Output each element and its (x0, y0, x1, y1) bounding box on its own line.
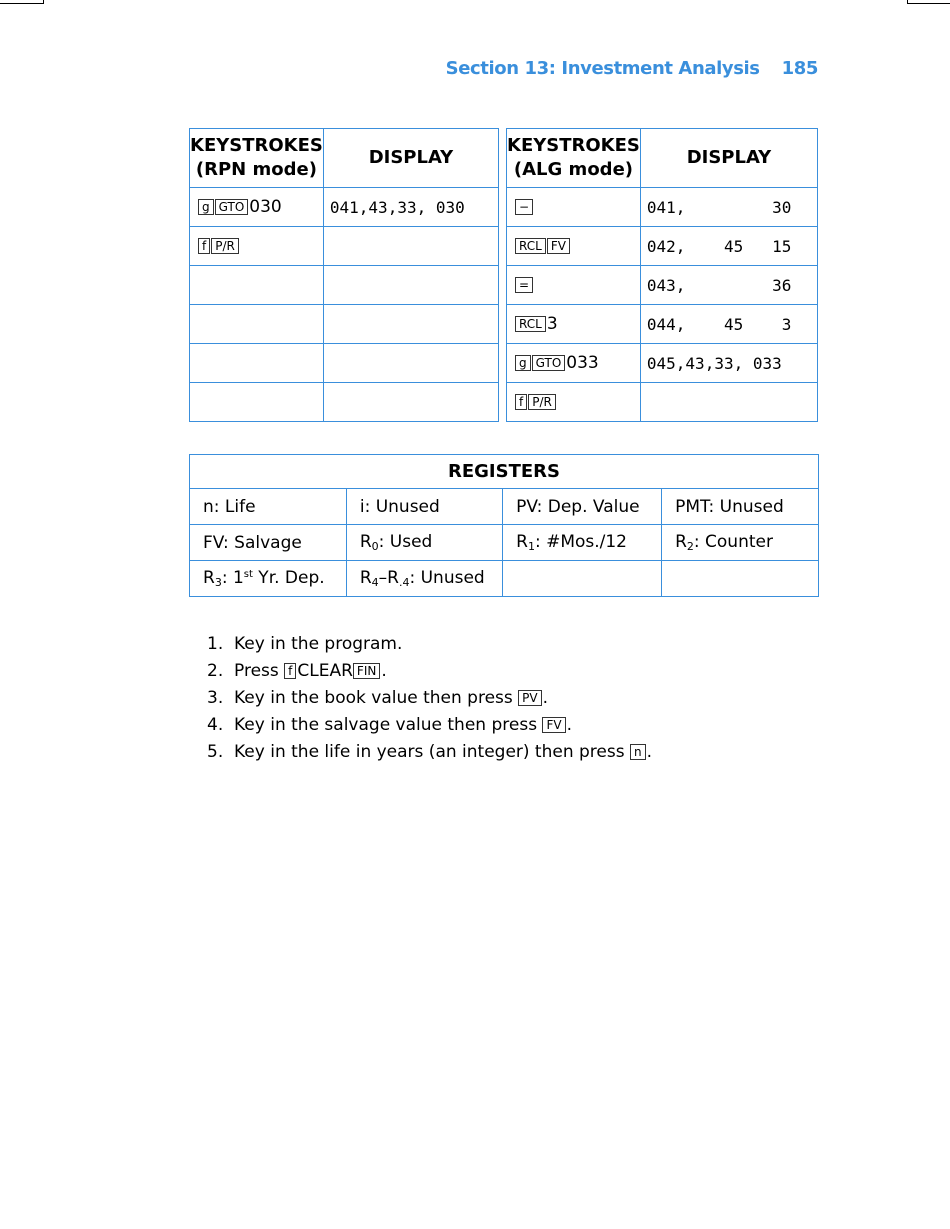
keystroke-row (190, 266, 499, 305)
rpn-display-header: DISPLAY (323, 129, 498, 188)
register-r2: $R_2$: Counter (662, 525, 819, 561)
register-r4: $R_4-R_{.4}$: Unused (346, 561, 502, 597)
display-cell (323, 266, 498, 305)
step-number: 3. (207, 688, 224, 708)
step-text: . (381, 661, 387, 681)
keystroke-row (507, 227, 818, 266)
key-pr-icon: P/R (211, 238, 239, 254)
display-cell (323, 227, 498, 266)
key-pr-icon: P/R (528, 394, 556, 410)
register-pv: PV: Dep. Value (503, 489, 662, 525)
keystroke-row (507, 266, 818, 305)
display-cell: 042, 45 15 (640, 227, 817, 266)
display-cell: 044, 45 3 (640, 305, 817, 344)
keystroke-cell (507, 344, 641, 383)
display-cell (323, 383, 498, 422)
step-text: Key in the salvage value then press (234, 715, 543, 735)
register-n: n: Life (190, 489, 347, 525)
display-cell (640, 383, 817, 422)
key-rcl-icon: RCL (515, 238, 546, 254)
step-text: Key in the life in years (an integer) then press (234, 742, 630, 762)
register-empty (503, 561, 662, 597)
key-op-icon: = (515, 277, 533, 293)
key-fv-icon: FV (542, 717, 565, 733)
register-r1: $R_1$: #Mos./12 (503, 525, 662, 561)
key-op-icon: − (515, 199, 533, 215)
display-cell (323, 305, 498, 344)
step-item (207, 633, 652, 660)
alg-keystroke-table (506, 128, 818, 422)
keystroke-cell (190, 344, 324, 383)
rpn-keystroke-table (189, 128, 499, 422)
display-cell: 045,43,33, 033 (640, 344, 817, 383)
display-cell (323, 344, 498, 383)
keystroke-row (507, 344, 818, 383)
keystroke-cell (190, 266, 324, 305)
register-i: i: Unused (346, 489, 502, 525)
keystroke-cell (190, 227, 324, 266)
step-text: Press (234, 661, 285, 681)
instruction-steps (207, 633, 652, 768)
keystroke-row (190, 188, 499, 227)
step-text: Key in the program. (234, 634, 403, 654)
keystroke-cell (190, 305, 324, 344)
keystroke-row (190, 344, 499, 383)
keystroke-cell (507, 266, 641, 305)
register-r3: $R_3$: 1st Yr. Dep. (190, 561, 347, 597)
registers-table (189, 454, 819, 597)
keystroke-row (190, 383, 499, 422)
key-gto-icon: GTO (532, 355, 566, 371)
registers-title: REGISTERS (190, 455, 819, 489)
step-text: Key in the book value then press (234, 688, 519, 708)
step-text: . (566, 715, 572, 735)
display-cell: 041, 30 (640, 188, 817, 227)
key-rcl-icon: RCL (515, 316, 546, 332)
rpn-rows (190, 188, 499, 422)
alg-rows (507, 188, 818, 422)
step-item (207, 714, 652, 741)
key-g-icon: g (198, 199, 214, 215)
register-pmt: PMT: Unused (662, 489, 819, 525)
rpn-keystrokes-header: KEYSTROKES (RPN mode) (190, 129, 324, 188)
keystroke-row (190, 305, 499, 344)
key-fin-icon: FIN (353, 663, 380, 679)
keystroke-row (190, 227, 499, 266)
keystroke-cell (507, 383, 641, 422)
step-item (207, 687, 652, 714)
step-number: 4. (207, 715, 224, 735)
key-n-icon: n (630, 744, 646, 760)
keystroke-suffix: 033 (566, 353, 599, 373)
key-f-icon: f (284, 663, 296, 679)
keystroke-suffix: 030 (249, 197, 282, 217)
crop-mark-left (0, 0, 44, 4)
step-text: . (542, 688, 549, 708)
step-text: . (646, 742, 653, 762)
key-pv-icon: PV (518, 690, 541, 706)
keystroke-row (507, 305, 818, 344)
keystroke-row (507, 188, 818, 227)
step-number: 2. (207, 661, 224, 681)
page-number: 185 (781, 58, 818, 79)
key-gto-icon: GTO (215, 199, 249, 215)
keystroke-row (507, 383, 818, 422)
display-cell: 043, 36 (640, 266, 817, 305)
step-item (207, 741, 652, 768)
page-header (446, 58, 818, 79)
keystroke-cell (507, 188, 641, 227)
crop-mark-right (907, 0, 950, 4)
key-f-icon: f (198, 238, 210, 254)
register-empty (662, 561, 819, 597)
step-number: 1. (207, 634, 224, 654)
register-fv: FV: Salvage (190, 525, 347, 561)
step-item (207, 660, 652, 687)
keystroke-cell (190, 188, 324, 227)
keystroke-cell (190, 383, 324, 422)
key-g-icon: g (515, 355, 531, 371)
keystroke-cell (507, 305, 641, 344)
keystroke-suffix: 3 (546, 314, 558, 334)
key-f-icon: f (515, 394, 527, 410)
display-cell: 041,43,33, 030 (323, 188, 498, 227)
key-fv-icon: FV (547, 238, 570, 254)
keystroke-cell (507, 227, 641, 266)
section-title: Section 13: Investment Analysis (445, 58, 760, 79)
step-number: 5. (207, 742, 224, 762)
step-text: CLEAR (297, 661, 353, 681)
alg-display-header: DISPLAY (640, 129, 817, 188)
alg-keystrokes-header: KEYSTROKES (ALG mode) (507, 129, 641, 188)
register-r0: $R_0$: Used (346, 525, 502, 561)
